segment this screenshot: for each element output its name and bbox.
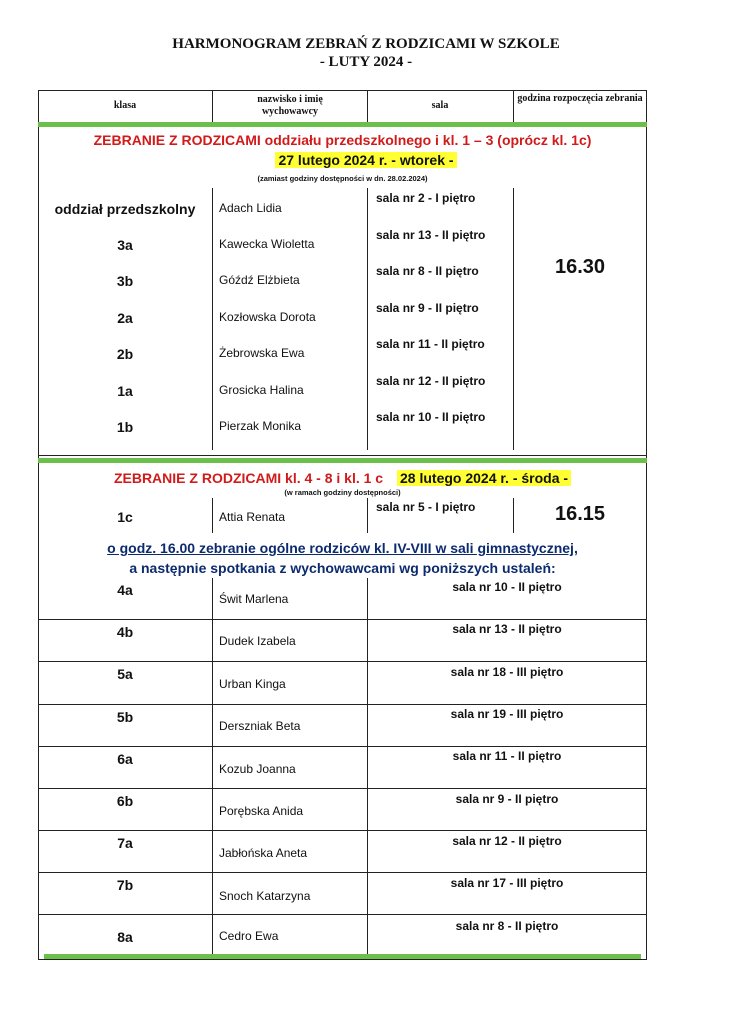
row-divider <box>38 746 647 747</box>
room-cell: sala nr 8 - II piętro <box>376 264 479 278</box>
row-divider <box>38 455 647 456</box>
teacher-name: Kozłowska Dorota <box>219 310 316 324</box>
teacher-name: Snoch Katarzyna <box>219 889 311 903</box>
row-divider <box>38 704 647 705</box>
room-cell: sala nr 19 - III piętro <box>450 707 564 721</box>
room-cell: sala nr 12 - II piętro <box>452 834 562 848</box>
class-cell: 7a <box>117 835 133 851</box>
header-nazwisko: nazwisko i imię wychowawcy <box>257 94 323 117</box>
class-cell: oddział przedszkolny <box>54 201 196 217</box>
teacher-name: Żebrowska Ewa <box>219 346 305 360</box>
teacher-name: Adach Lidia <box>219 201 282 215</box>
room-cell: sala nr 5 - I piętro <box>376 500 476 514</box>
teacher-name: Dudek Izabela <box>219 634 296 648</box>
room-cell: sala nr 13 - II piętro <box>376 228 486 242</box>
info-line-1: o godz. 16.00 zebranie ogólne rodziców kl. IV-VIII w sali gimnastycznej, <box>107 540 578 556</box>
room-cell: sala nr 13 - II piętro <box>452 622 562 636</box>
teacher-name: Jabłońska Aneta <box>219 846 308 860</box>
class-cell: 1b <box>116 419 134 435</box>
class-cell: 3b <box>116 273 134 289</box>
col-divider <box>212 188 213 450</box>
class-cell: 4a <box>117 582 133 598</box>
page-title: HARMONOGRAM ZEBRAŃ Z RODZICAMI W SZKOLE <box>172 36 560 52</box>
room-cell: sala nr 9 - II piętro <box>376 301 479 315</box>
teacher-name: Świt Marlena <box>219 592 289 606</box>
green-divider <box>44 954 641 959</box>
col-divider <box>513 188 514 450</box>
header-sala: sala <box>431 100 449 111</box>
row-divider <box>38 830 647 831</box>
section1-note: (zamiast godziny dostępności w dn. 28.02.2024) <box>257 174 428 183</box>
teacher-name: Pierzak Monika <box>219 419 302 433</box>
class-cell: 3a <box>117 237 133 253</box>
teacher-name: Góźdź Elżbieta <box>219 273 300 287</box>
room-cell: sala nr 10 - II piętro <box>376 410 486 424</box>
section2-time: 16.15 <box>554 503 606 525</box>
teacher-name: Attia Renata <box>219 510 286 524</box>
page-subtitle: - LUTY 2024 - <box>319 54 413 70</box>
class-cell: 1a <box>117 383 133 399</box>
room-cell: sala nr 2 - I piętro <box>376 191 476 205</box>
green-divider <box>38 458 647 463</box>
class-cell: 6b <box>116 793 134 809</box>
class-cell: 1c <box>117 509 133 525</box>
room-cell: sala nr 11 - II piętro <box>376 337 485 351</box>
room-cell: sala nr 12 - II piętro <box>376 374 486 388</box>
class-cell: 5b <box>116 709 134 725</box>
teacher-name: Porębska Anida <box>219 804 304 818</box>
header-godzina: godzina rozpoczęcia zebrania <box>517 93 643 104</box>
class-cell: 2a <box>117 310 133 326</box>
row-divider <box>38 661 647 662</box>
teacher-name: Kozub Joanna <box>219 762 296 776</box>
room-cell: sala nr 17 - III piętro <box>450 876 564 890</box>
col-divider <box>367 188 368 450</box>
class-cell: 4b <box>116 624 134 640</box>
room-cell: sala nr 11 - II piętro <box>452 749 562 763</box>
col-divider <box>212 578 213 956</box>
row-divider <box>38 914 647 915</box>
section1-time: 16.30 <box>554 256 606 278</box>
class-cell: 6a <box>117 751 133 767</box>
row-divider <box>38 872 647 873</box>
teacher-name: Grosicka Halina <box>219 383 304 397</box>
room-cell: sala nr 10 - II piętro <box>452 580 562 594</box>
row-divider <box>38 619 647 620</box>
col-divider <box>212 498 213 533</box>
section2-note: (w ramach godziny dostępności) <box>284 488 401 497</box>
teacher-name: Urban Kinga <box>219 677 286 691</box>
class-cell: 2b <box>116 346 134 362</box>
class-cell: 7b <box>116 877 134 893</box>
col-divider <box>367 498 368 533</box>
teacher-name: Derszniak Beta <box>219 719 301 733</box>
room-cell: sala nr 9 - II piętro <box>455 792 559 806</box>
teacher-name: Kawecka Wioletta <box>219 237 315 251</box>
room-cell: sala nr 18 - III piętro <box>450 665 564 679</box>
section2-date: 28 lutego 2024 r. - środa - <box>397 470 571 486</box>
section1-heading: ZEBRANIE Z RODZICAMI oddziału przedszkolnego i kl. 1 – 3 (oprócz kl. 1c) <box>93 132 592 148</box>
class-cell: 8a <box>117 929 133 945</box>
room-cell: sala nr 8 - II piętro <box>455 919 559 933</box>
green-divider <box>38 122 647 127</box>
info-line-2: a następnie spotkania z wychowawcami wg poniższych ustaleń: <box>129 560 556 576</box>
header-klasa: klasa <box>113 100 137 111</box>
section2-heading: ZEBRANIE Z RODZICAMI kl. 4 - 8 i kl. 1 c <box>113 470 384 486</box>
section1-date: 27 lutego 2024 r. - wtorek - <box>275 152 456 168</box>
col-divider <box>212 90 213 124</box>
row-divider <box>38 788 647 789</box>
teacher-name: Cedro Ewa <box>219 929 279 943</box>
class-cell: 5a <box>117 666 133 682</box>
